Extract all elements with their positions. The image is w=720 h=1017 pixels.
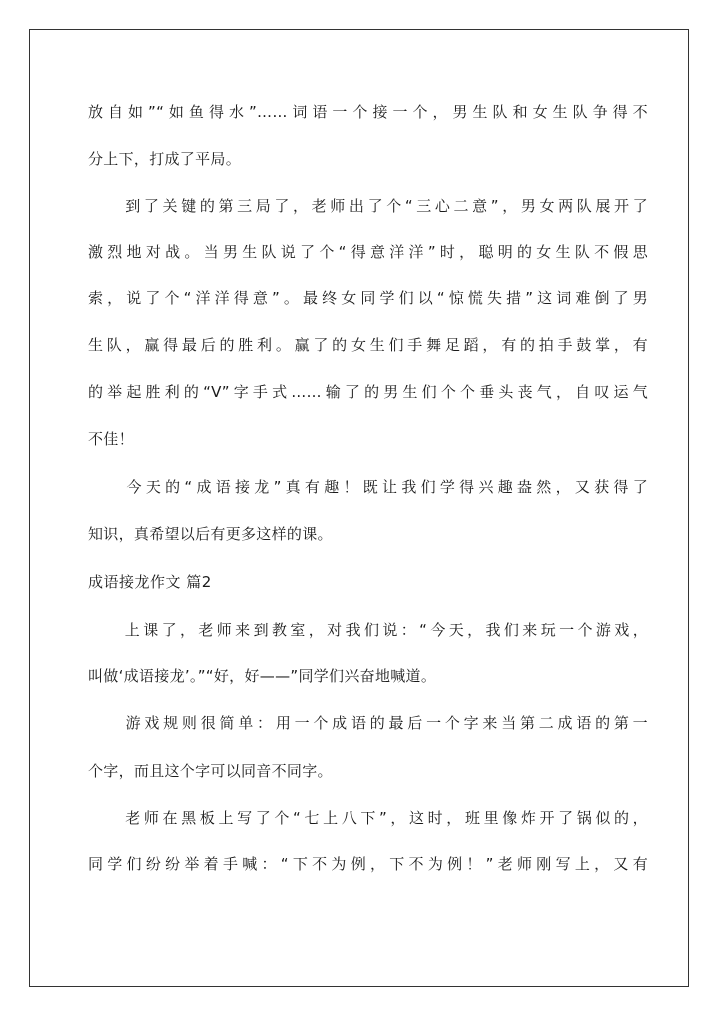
text-line: 老师在黑板上写了个“七上八下”，这时，班里像炸开了锅似的， — [88, 809, 648, 827]
text-line: 叫做‘成语接龙’。”“好，好——”同学们兴奋地喊道。 — [88, 667, 437, 685]
text-line: 今天的“成语接龙”真有趣！既让我们学得兴趣盎然，又获得了 — [88, 478, 648, 496]
text-line: 到了关键的第三局了，老师出了个“三心二意”，男女两队展开了 — [88, 197, 648, 215]
text-line: 的举起胜利的“V”字手式……输了的男生们个个垂头丧气，自叹运气 — [88, 383, 648, 401]
text-line: 知识，真希望以后有更多这样的课。 — [88, 525, 333, 543]
text-line: 不佳！ — [88, 430, 134, 448]
text-line: 分上下，打成了平局。 — [88, 150, 242, 168]
text-line: 放自如”“如鱼得水”……词语一个接一个，男生队和女生队争得不 — [88, 103, 648, 121]
text-line: 游戏规则很简单：用一个成语的最后一个字来当第二成语的第一 — [88, 714, 648, 732]
text-line: 生队，赢得最后的胜利。赢了的女生们手舞足蹈，有的拍手鼓掌，有 — [88, 336, 648, 354]
text-line: 索，说了个“洋洋得意”。最终女同学们以“惊慌失措”这词难倒了男 — [88, 289, 648, 307]
text-line: 上课了，老师来到教室，对我们说：“今天，我们来玩一个游戏， — [88, 621, 648, 639]
page-frame — [29, 29, 689, 987]
text-line: 激烈地对战。当男生队说了个“得意洋洋”时，聪明的女生队不假思 — [88, 243, 648, 261]
text-line: 个字，而且这个字可以同音不同字。 — [88, 762, 333, 780]
section-heading: 成语接龙作文 篇2 — [88, 573, 212, 591]
text-line: 同学们纷纷举着手喊：“下不为例，下不为例！”老师刚写上，又有 — [88, 855, 648, 873]
